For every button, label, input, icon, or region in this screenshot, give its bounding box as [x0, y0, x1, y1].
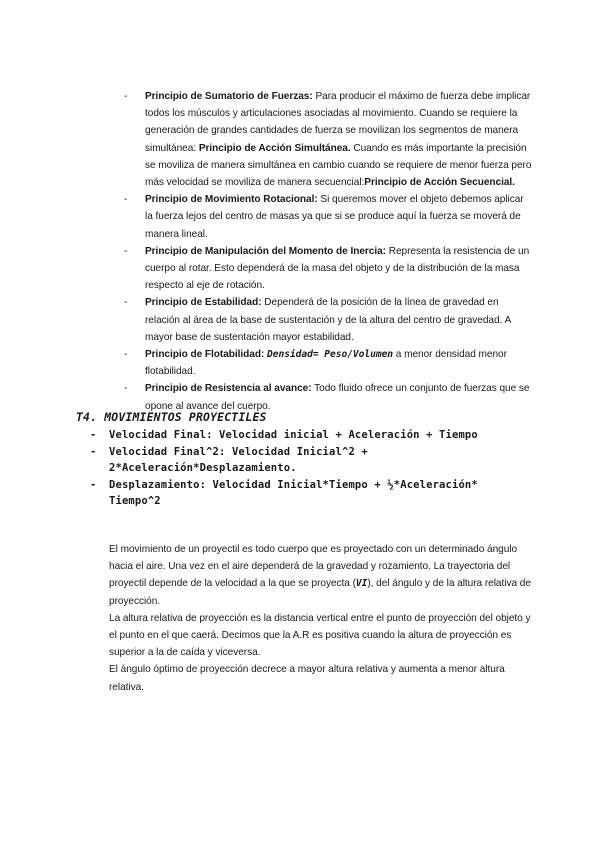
principle-sub-name: Principio de Acción Secuencial. — [364, 177, 515, 189]
density-formula: Densidad= Peso/Volumen — [267, 349, 394, 361]
principle-text: Representa la resistencia de un cuerpo al rotar. Esto dependerá de la masa del objeto y de la distribución de la masa respecto al eje de rotación. — [145, 245, 530, 292]
list-item — [124, 191, 534, 243]
principle-sub-name: Principio de Acción Simultánea. — [198, 142, 351, 154]
paragraph-text: El movimiento de un proyectil es todo cuerpo que es proyectado con un determinado ángulo hacia el aire. Una vez en el aire dependerá de la gravedad y rozamiento. La trayectoria del proyectil depende de la velocidad a la que se proyecta ( — [109, 544, 518, 590]
formula-text: Velocidad Final^2: Velocidad Inicial^2 + 2*Aceleración*Desplazamiento. — [109, 445, 368, 475]
bullet-dash: - — [124, 297, 128, 309]
bullet-dash: - — [124, 383, 128, 395]
paragraph: La altura relativa de proyección es la distancia vertical entre el punto de proyección del objeto y el punto en el que caerá. Decimos que la A.R es positiva cuando la altura de proyección es superior a la de caída y viceversa. — [109, 612, 531, 659]
bullet-dash: - — [90, 445, 97, 458]
list-item — [124, 346, 534, 380]
section-title: T4. MOVIMIENTOS PROYECTILES — [76, 410, 267, 424]
section-body — [109, 541, 534, 696]
list-item — [124, 294, 534, 346]
principle-text: Cuando es más importante la precisión se moviliza de manera simultánea en cambio cuando se requiere de menor fuerza pero más velocidad se moviliza de manera secuencial: — [145, 142, 532, 189]
formulas-list — [90, 427, 530, 510]
formula-text: Velocidad Final: Velocidad inicial + Aceleración + Tiempo — [109, 429, 478, 441]
principles-list — [124, 88, 534, 415]
principle-text: Si queremos mover el objeto debemos aplicar la fuerza lejos del centro de masas ya que si se produce aquí la fuerza se moverá de manera lineal. — [145, 194, 524, 240]
bullet-dash: - — [124, 349, 128, 361]
paragraph: El ángulo óptimo de proyección decrece a mayor altura relativa y aumenta a menor altura relativa. — [109, 664, 505, 693]
principle-text: Para producir el máximo de fuerza debe implicar todos los músculos y articulaciones asociadas al movimiento. Cuando se requiere la generación de grandes cantidades de fuerza se movilizan los segmentos de manera simultánea: — [145, 91, 531, 154]
principle-name: Principio de Resistencia al avance: — [145, 383, 312, 395]
principle-name: Principio de Flotabilidad: — [145, 349, 265, 361]
bullet-dash: - — [124, 245, 128, 257]
principle-name: Principio de Estabilidad: — [145, 297, 262, 309]
formula-item — [90, 477, 530, 510]
paragraph-text: ), del ángulo y de la altura relativa de proyección. — [109, 578, 531, 607]
list-item — [124, 88, 534, 191]
principle-text: a menor densidad menor flotabilidad. — [145, 349, 507, 378]
list-item — [124, 243, 534, 295]
vi-symbol: VI — [355, 578, 368, 590]
principle-text: Dependerá de la posición de la línea de gravedad en relación al área de la base de sustentación y de la altura del centro de gravedad. A mayor base de sustentación mayor estabilidad. — [145, 297, 511, 343]
formula-item — [90, 444, 530, 477]
bullet-dash: - — [90, 478, 97, 491]
formula-text: Desplazamiento: Velocidad Inicial*Tiempo + ½*Aceleración* Tiempo^2 — [109, 478, 478, 508]
principle-text: Todo fluido ofrece un conjunto de fuerzas que se opone al avance del cuerpo. — [145, 383, 530, 412]
principle-name: Principio de Movimiento Rotacional: — [145, 194, 318, 206]
principle-name: Principio de Sumatorio de Fuerzas: — [145, 91, 313, 102]
bullet-dash: - — [124, 91, 128, 102]
paragraph — [109, 541, 534, 610]
formula-item — [90, 427, 530, 444]
bullet-dash: - — [90, 429, 97, 441]
bullet-dash: - — [124, 194, 128, 206]
principle-name: Principio de Manipulación del Momento de Inercia: — [145, 245, 386, 257]
